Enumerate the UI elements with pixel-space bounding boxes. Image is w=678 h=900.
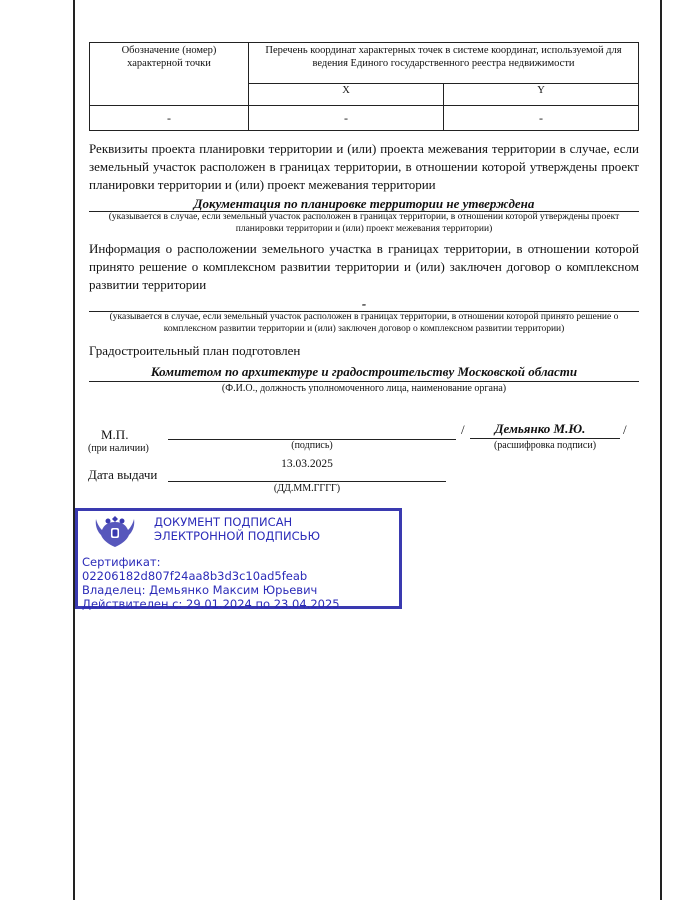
prepared-rule <box>89 381 639 382</box>
table-cell: - <box>90 106 249 131</box>
certificate-label: Сертификат: <box>82 555 161 569</box>
mp-label: М.П. <box>101 427 129 442</box>
stamp-title-line-2: ЭЛЕКТРОННОЙ ПОДПИСЬЮ <box>154 529 320 543</box>
planning-note: (указывается в случае, если земельный участок расположен в границах территории, в отношении которой утверждены проект планировки территории и (или) проект межевания территории) <box>108 212 620 234</box>
slash-right: / <box>623 422 627 437</box>
y-header: Y <box>443 84 638 106</box>
signer-note: (расшифровка подписи) <box>493 440 597 451</box>
table-cell: - <box>443 106 638 131</box>
slash-left: / <box>461 422 465 437</box>
planning-paragraph: Реквизиты проекта планировки территории и (или) проекта межевания территории в случае, если земельный участок расположен в границах территории, в отношении которой утверждены проект планировки территории и (или) проект межевания территории <box>89 141 639 192</box>
electronic-signature-stamp <box>75 508 402 609</box>
development-note: (указывается в случае, если земельный участок расположен в границах территории, в отношении которой принято решение о комплексном развитии территории и (или) заключен договор о комплексном развитии территории) <box>109 312 619 334</box>
mp-note: (при наличии) <box>88 443 149 454</box>
issue-date-label: Дата выдачи <box>88 467 158 482</box>
russian-coat-of-arms-icon <box>94 513 136 551</box>
stamp-title-line-1: ДОКУМЕНТ ПОДПИСАН <box>154 515 293 529</box>
signer-name: Демьянко М.Ю. <box>494 421 586 436</box>
certificate-validity: Действителен с: 29.01.2024 по 23.04.2025 <box>82 597 340 611</box>
date-line <box>168 481 446 482</box>
prepared-note: (Ф.И.О., должность уполномоченного лица, наименование органа) <box>221 383 507 394</box>
x-header: X <box>249 84 444 106</box>
signature-note: (подпись) <box>291 440 333 451</box>
signer-line <box>470 438 620 439</box>
development-paragraph: Информация о расположении земельного участка в границах территории, в отношении которой принято решение о комплексном развитии территории и (или) заключен договор о комплексном развитии территории <box>89 241 639 292</box>
development-value: - <box>361 296 367 311</box>
prepared-by: Комитетом по архитектуре и градостроительству Московской области <box>150 364 578 379</box>
certificate-owner: Владелец: Демьянко Максим Юрьевич <box>82 583 318 597</box>
point-number-header: Обозначение (номер) характерной точки <box>90 43 249 106</box>
issue-date: 13.03.2025 <box>281 458 333 470</box>
table-header-row <box>90 43 639 84</box>
planning-value: Документация по планировке территории не утверждена <box>193 196 535 211</box>
table-cell: - <box>249 106 444 131</box>
coordinates-header: Перечень координат характерных точек в системе координат, используемой для ведения Единого государственного реестра недвижимости <box>249 43 639 84</box>
stamp-info <box>82 555 340 611</box>
coordinates-table <box>89 42 639 131</box>
prepared-label: Градостроительный план подготовлен <box>89 343 301 358</box>
table-row <box>90 106 639 131</box>
date-format-note: (ДД.ММ.ГГГГ) <box>273 483 341 494</box>
stamp-title <box>154 515 320 543</box>
page-border-left <box>73 0 75 900</box>
page-border-right <box>660 0 662 900</box>
certificate-number: 02206182d807f24aa8b3d3c10ad5feab <box>82 569 308 583</box>
